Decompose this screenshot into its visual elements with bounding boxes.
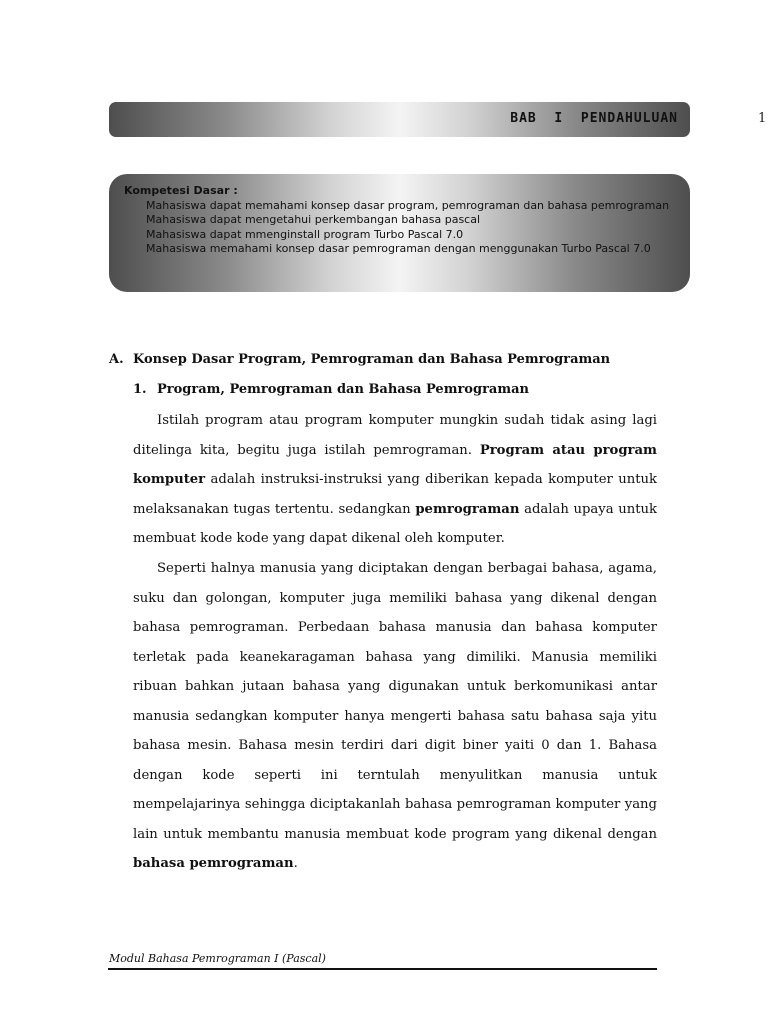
paragraph-programming-language — [133, 554, 657, 879]
competency-item: Mahasiswa dapat memahami konsep dasar program, pemrograman dan bahasa pemrograman — [146, 198, 670, 212]
paragraph-text: adalah instruksi-instruksi yang diberikan kepada komputer untuk melaksanakan tugas tertentu. sedangkan — [133, 472, 657, 517]
paragraph-text: adalah upaya untuk membuat kode kode yang dapat dikenal oleh komputer. — [133, 501, 657, 546]
bold-term-pemrograman: pemrograman — [415, 501, 520, 517]
subsection-marker: 1. — [133, 382, 147, 397]
competency-list — [124, 199, 674, 257]
paragraph-text: Istilah program atau program komputer mungkin sudah tidak asing lagi ditelinga kita, begitu juga istilah pemrograman. — [133, 413, 657, 458]
paragraph-text: . — [293, 856, 298, 871]
competency-box — [109, 174, 690, 292]
subsection-title: Program, Pemrograman dan Bahasa Pemrograman — [157, 382, 529, 397]
subsection-heading — [133, 382, 673, 397]
chapter-banner — [109, 102, 690, 137]
footer-rule — [108, 968, 657, 970]
footer-text: Modul Bahasa Pemrograman I (Pascal) — [109, 952, 326, 965]
section-title: Konsep Dasar Program, Pemrograman dan Bahasa Pemrograman — [133, 352, 611, 367]
bold-term-bahasa-pemrograman: bahasa pemrograman — [133, 856, 294, 871]
competency-title: Kompetesi Dasar : — [124, 184, 238, 197]
page-number: 1 — [758, 111, 767, 126]
bold-term-program: Program atau program komputer — [133, 442, 657, 487]
paragraph-program-definition — [133, 406, 657, 554]
competency-item: Mahasiswa dapat mmenginstall program Turbo Pascal 7.0 — [146, 227, 464, 241]
section-marker: A. — [109, 352, 124, 367]
section-heading — [109, 352, 669, 367]
competency-item: Mahasiswa dapat mengetahui perkembangan bahasa pascal — [146, 213, 481, 227]
paragraph-text: Seperti halnya manusia yang diciptakan dengan berbagai bahasa, agama, suku dan golongan, komputer juga memiliki bahasa yang dikenal dengan bahasa pemrograman. Perbedaan bahasa manusia dan bahasa komputer terletak pada keanekaragaman bahasa yang dimiliki. Manusia memiliki ribuan bahkan jutaan bahasa yang digunakan untuk berkomunikasi antar manusia sedangkan komputer hanya mengerti bahasa satu bahasa saja yitu bahasa mesin. Bahasa mesin terdiri dari digit biner yaiti 0 dan 1. Bahasa dengan kode seperti ini terntulah menyulitkan manusia untuk mempelajarinya sehingga diciptakanlah bahasa pemrograman komputer yang lain untuk membantu manusia membuat kode program yang dikenal dengan — [133, 561, 657, 842]
chapter-title: BAB I PENDAHULUAN — [510, 111, 678, 126]
competency-item: Mahasiswa memahami konsep dasar pemrograman dengan menggunakan Turbo Pascal 7.0 — [146, 242, 651, 256]
